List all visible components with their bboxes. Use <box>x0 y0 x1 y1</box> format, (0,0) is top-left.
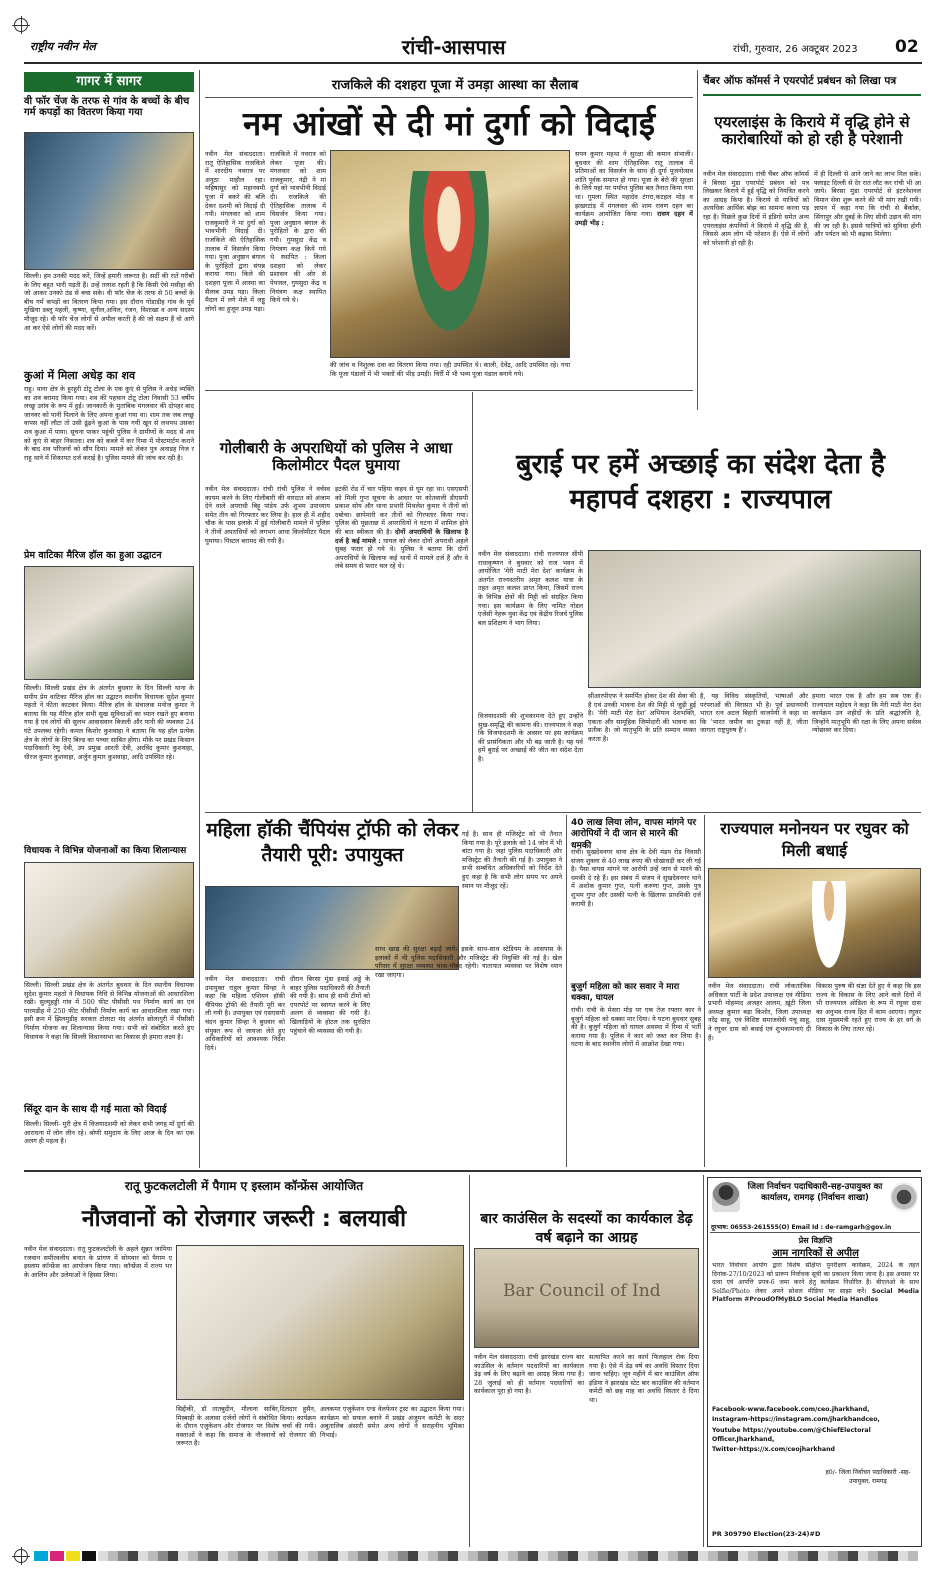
story-body: सिल्ली। सिल्ली- मुरी क्षेत्र में विजयादशमी को लेकर सभी जगह माँ दुर्गा की आराधना में लोग लीन रहे। श्रोणी समुदाय के लिए आज के दिन का एक अलग ही महत्व है। <box>24 1120 194 1146</box>
column-divider <box>472 392 473 812</box>
story-body: नवीन मेल संवाददाता। रांची लोकतांत्रिक अधिकार पार्टी के प्रदेश उपाध्यक्ष एवं मीडिया प्रभारी मोहम्मद अजहर आलम, ख़ूंटी जिला अध्यक्ष कुमार बड़ा किशोर, जिला उपाध्यक्ष नरेंद्र साहू, एवं विशिष्ट समाजसेवी पंचू साहू, ने रघुवर दास को बधाई एवं शुभकामनाएं दी हैं। <box>708 982 811 1042</box>
story-kicker: रातू फुटकलटोली में पैगाम ए इस्लाम कॉन्फ्रेंस आयोजित <box>124 1179 364 1193</box>
press-release-label: प्रेस विज्ञप्ति <box>798 1236 833 1245</box>
section-title: रांची-आसपास <box>402 35 506 59</box>
story-body: सीआरपीएफ ने समर्पित होकर देश की सेवा की है एवं उनकी भावना देश की मिट्टी से जुड़ी हुई है। 'मेरी माटी मेरा देश' अभियान देशभक्ति, एकता और सामूहिक जिम्मेदारी की भावना का प्रतीक है। जो मातृभूमि के प्रति सम्मान व्यक्त करता है। <box>588 692 696 743</box>
story-body: राजकिले में नवरात्र को लेकर पूजा की। मंगलवार को शाम राजकुमार, नंद्री ने मां दुर्गा को भावभीनी विदाई दी। राजकिले की ऐतिहासिक तालाब में विसर्जन किया गया। पूजा अनुष्ठान बंगाल के पुरोहितों के द्वारा की गयी। गुमसुदा केंद्र व नियंत्रण कक्ष किये गये थे स्थापित : किला दशहरा को लेकर प्रशासन की ओर से पेयजल, गुमसुदा केंद्र व नियंत्रण कक्ष स्थापित किये गये थे। <box>270 150 326 305</box>
color-bar-black <box>82 1551 96 1561</box>
lead-headline: नम आंखों से दी मां दुर्गा को विदाई <box>242 104 656 143</box>
notice-signature: ह0/- जिला निर्वाचन पदाधिकारी -सह- उपायुक्त, रामगढ़ <box>825 1469 911 1485</box>
idol-figure <box>409 171 489 331</box>
raghuvar-das-photo <box>708 868 921 978</box>
photo-caption: की जांच व निशुल्क दवा का वितरण किया गया। रही उपस्थित थे। काली, देवेंद्र, आदि उपस्थित रहे। गया कि पूजा पंडालों में भी भक्तों की भीड़ उमड़ी। चिर्री में भी भव्य पूजा पंडाल बनाये गये। <box>330 361 570 378</box>
story-body: अलकमर एजुकेशन एन्ड वेलफेयर ट्रस्ट का उद्घाटन किया गया। कार्यक्रम को सफल बनाने में प्रखंड अंजुमन कमेटी के सदर अबुतालिब अंसारी समेत अन्य लोगों ने सराहनीय भूमिका निभाई। <box>320 1405 464 1439</box>
notice-hashtag: #ProudOfMyBLO <box>744 1296 802 1304</box>
notice-office: जिला निर्वाचन पदाधिकारी-सह-उपायुक्त का कार्यालय, रामगढ़ (निर्वाचन शाखा) <box>747 1182 883 1204</box>
masthead <box>0 0 945 66</box>
masthead-rule <box>24 62 922 64</box>
notice-platform: Social Media Platform <box>712 1287 919 1304</box>
story-body: रांची। रांची के मेसरा मोड़ पर एक तेज रफ्तार कार ने बुजुर्ग महिला को धक्का मार दिया। ये घटना बुधवार सुबह की है। बुजुर्ग महिला को घायल अवस्था में रिम्स में भर्ती कराया गया है। पुलिस ने कार को जब्त कर लिया है। घटना के बाद स्थानीय लोगों में आक्रोश देखा गया। <box>571 1006 701 1049</box>
story-body: नवीन मेल संवाददाता। रांची चैंबर ऑफ कॉमर्स ने बिरसा मुंडा एयरपोर्ट प्रबंधन को पत्र लिखकर किराये में हुई वृद्धि को नियंत्रित करने का आग्रह किया है। किराये से यात्रियों को अत्यधिक आर्थिक बोझ का सामना करना पड़ रहा है। पिछले कुछ दिनों में इंडिगो समेत अन्य एयरलाइंस कंपनियों ने किराये में वृद्धि की है, जिससे आम लोग भी परेशान हैं। ऐसे में लोगों को परेशानी हो रही है। <box>703 170 809 247</box>
story-body: सत्यापित करने का कार्य फिलहाल रोक दिया गया है। ऐसे में डेढ़ वर्ष का अवधि विस्तार दिया जाना चाहिए। जून महीने में बार काउंसिल ऑफ इंडिया ने झारखंड स्टेट बार काउंसिल की वर्तमान कमेटी को छह माह का अवधि विस्तार दे दिया था। <box>589 1353 699 1404</box>
story-headline: बार काउंसिल के सदस्यों का कार्यकाल डेढ़ वर्ष बढ़ाने का आग्रह <box>480 1211 693 1246</box>
color-bar-yellow <box>66 1551 80 1561</box>
section-rule <box>205 812 921 813</box>
page-number: 02 <box>895 37 919 57</box>
emblem-icon <box>712 1182 740 1212</box>
story-body: नवीन मेल संवाददाता। रातू फुटकलटोली के अहले सुन्नत जामिया रजवान समीरवलीय बनात के प्रांगण में सोमवार को पैगाम ए इस्लाम कॉन्फ्रेंस का आयोजन किया गया। कॉन्फ्रेंस में राज्य भर के आलिम और उलेमाओं ने हिस्सा लिया। <box>24 1245 172 1279</box>
registration-mark <box>14 1549 28 1563</box>
story-headline: वी फॉर चेंज के तरफ से गांव के बच्चों के बीच गर्म कपड़ों का वितरण किया गया <box>24 96 190 118</box>
appeal-heading: आम नागरिकों से अपील <box>772 1248 859 1259</box>
twitter-link[interactable]: Twitter-https://x.com/ceojharkhand <box>712 1446 835 1453</box>
story-headline: राज्यपाल मनोनयन पर रघुवर को मिली बधाई <box>720 819 909 860</box>
governor-event-photo <box>588 550 921 688</box>
story-body <box>335 485 468 805</box>
children-clothes-photo <box>24 132 194 270</box>
story-body: सिद्दीकी, डॉ तातबुदीन, मौलाना साबिर,दिलदार हुसैन, मिस्बाही के अलावा दर्जनों लोगों ने संबोधित किया। कार्यक्रम के दौरान एजुकेशन और रोजगार पर विशेष चर्चा की गयी। वक्ताओं ने कहा कि समाज के नौजवानों को रोजगार की जरूरत है। <box>176 1405 316 1448</box>
story-body: राहु। थाना क्षेत्र के हुरहुरी टोटू टोला के एक कुएं से पुलिस ने अधेड़ व्यक्ति का शव बरामद किया गया। शव की पहचान टोटू टोला निवासी 53 वर्षीय लच्छू उरांव के रूप में हुई। जानकारी के मुताबिक मंगलवार की दोपहर बाद जानवर को पानी पिलाने के लिए अपना कुआं गया था। शाम तक जब लच्छू वापस नहीं लौटा तो उसी ढूंढ़ने कुआं के पास गयी खून से लथपथ उसका शव कुआं में पाया। सूचना पाकर पहुंची पुलिस ने ग्रामीणों के मदद से शव को कुएं से बाहर निकाला। शव को कब्जे में कर रिम्स में पोस्टमार्टम कराने के बाद शव परिजनों को सौंप दिया। मामले को लेकर पुत्र अनाडह निज र राहु थाने में शिकायत दर्ज कराई है। पुलिस मामले की जांच कर रही है। <box>24 385 194 462</box>
story-body: घायल को लेकर दोनों अपराधी अहले सुबह फरार हो गये थे। पुलिस ने बताया कि दोनों अपराधियों के खिलाफ कई थानों में मामले दर्ज हैं और वे लंबे समय से फरार चल रहे थे। <box>335 536 468 571</box>
story-body: सिल्ली। सिल्ली प्रखंड क्षेत्र के अंतर्गत बुधवार के दिन स्थानीय विधायक सुदेश कुमार महतो ने विधायक निधि से विभिन्न योजनाओं की आधारशिला रखी। सुल्मुहड्डी गांव में 500 फीट पीसीसी पथ निर्माण कार्य का एवं पारमडीह में 250 फीट पीसीसी निर्माण कार्य का आधारशिला रखा गया। इसी क्रम में झिलमुडीह सरकार टोलाटा मंद अंतर्गत छोलागुरी में पीसीसी निर्माण योजना का शिलान्यास किया गया। सभी को संबोधित करते हुए विधायक ने कहा कि सिल्ली विधानसभा का विकास ही हमारा लक्ष्य है। <box>24 981 194 1041</box>
color-bar-magenta <box>50 1551 64 1561</box>
story-body: साथ खाद्य की सुरक्षा बढ़ाई जाये। इसके साथ-साथ स्टेडियम के आसपास के इलाकों में भी पुलिस पदाधिकारी और मजिस्ट्रेट की नियुक्ति की गई है। खेल परिसर में सुरक्षा व्यवस्था चाक-चौबंद रहेगी। यातायात व्यवस्था पर विशेष ध्यान रखा जाएगा। <box>375 945 562 979</box>
election-notice <box>707 1177 922 1547</box>
notice-phone: दूरभाष: 06553-261555(O) Email Id : de-ramgarh@gov.in <box>711 1224 892 1231</box>
story-body: सपन कुमार महथा ने सुरक्षा की कमान संभाली। बुधवार की शाम ऐतिहासिक रातू तालाब में प्रतिमाओं का विसर्जन के साथ ही दुर्गा पूजनोत्सव शांति पूर्वक समाप्त हो गया। पूजा के बेरो की सुरक्षा के लिये यहां पर पर्याप्त पुलिस बल तैनात किया गया था। गुमला स्थित महादेव टंगरा,कटहल मोड़ व झखरटांड़ में मंगलवार की शाम रावण दहन का कार्यक्रम आयोजित किया गया। <box>575 150 693 219</box>
notice-body <box>712 1262 919 1402</box>
story-headline: कुआं में मिला अधेड़ का शव <box>24 369 136 382</box>
paper-logo: राष्ट्रीय नवीन मेल <box>30 40 96 53</box>
column-divider <box>566 815 567 1167</box>
emblem-icon <box>890 1182 918 1212</box>
portrait-figure <box>809 881 849 978</box>
conference-photo <box>176 1245 464 1400</box>
story-body: नवीन मेल संवाददाता। रांची झारखंड राज्य बार काउंसिल के वर्तमान पदधारियों का कार्यकाल डेढ़ वर्ष के लिए बढ़ाने का आग्रह किया गया है। 28 जुलाई को ही वर्तमान पदधारियों का कार्यकाल पूरा हो गया है। <box>474 1353 584 1396</box>
left-column-tag: गागर में सागर <box>24 72 194 92</box>
story-headline: बुराई पर हमें अच्छाई का संदेश देता है महापर्व दशहरा : राज्यपाल <box>516 449 885 515</box>
story-body: विजयादशमी की शुभकामना देते हुए उन्होंने सुख-समृद्धि की कामना की। राज्यपाल ने कहा कि विजयादशमी के अवसर पर इस कार्यक्रम की प्रासंगिकता और भी बढ़ जाती है। यह पर्व हमें बुराई पर अच्छाई की जीत का संदेश देता है। <box>478 712 583 763</box>
story-body <box>575 150 693 385</box>
youtube-link[interactable]: Youtube https://youtube.com/@ChiefElectoral Officer.Jharkhand, <box>712 1427 871 1443</box>
story-body: नवीन मेल संवाददाता। रांची राज्यपाल सीपी राधाकृष्णन ने बुधवार को राज भवन में आयोजित 'मेरी माटी मेरा देश' कार्यक्रम के अंतर्गत राज्यस्तरीय अमृत कलश यात्रा के तहत अमृत कलश प्राप्त किया, जिसमें राज्य के विभिन्न क्षेत्रों की मिट्टी को संग्रहित किया गया। इस कार्यक्रम के लिए नामित नोडल एजेंसी नेहरू युवा केंद्र एवं केंद्रीय रिजर्व पुलिस बल प्रशिक्षण ने भाग लिया। <box>478 550 583 627</box>
story-body: सिल्ली। सिल्ली प्रखंड क्षेत्र के अंतर्गत बुधवार के दिन सिल्ली थाना के समीप प्रेम वाटिका मैरिज हॉल का उद्घाटन स्थानीय विधायक सुदेश कुमार महतो ने फीता काटकर किया। मैरिज हॉल के संचालक मनोज कुमार ने बताया कि यह मैरिज हॉल सभी सुख सुविधाओं का ध्यान रखते हुए बनाया गया है एवं लोगों की सुलभ आवासवान बिजली और पानी की व्यवस्था 24 घंटे उपलब्ध रहेगी। कमल किशोर कुशवाहा ने बताया कि यह हॉल प्रत्येक क्षेत्र के लोगों के लिए बिल्ड का पच्चर साबित होगा। मौके पर प्रखंड किसान पदाधिकारी रेणु देवी, उप प्रमुख आरती देवी, अरविंद कुमार कुशवाहा, धीरज कुमार कुशवाहा, अर्जुन कुमार कुशवाहा, आदि उपस्थित रहे। <box>24 684 194 761</box>
marriage-hall-photo <box>24 566 194 680</box>
story-headline: नौजवानों को रोजगार जरूरी : बलयाबी <box>81 1206 407 1232</box>
story-headline: बुजुर्ग महिला को कार सवार ने मारा धक्का, घायल <box>571 982 680 1003</box>
bar-council-photo <box>474 1248 699 1348</box>
notice-handles: Social Media Handles <box>803 1296 879 1304</box>
story-body: इटकी रोड में चार पहिया वाहन से घूम रहा था। एसएसपी को मिली गुप्त सूचना के आधार पर कोतवाली डीएसपी प्रकाश सोय और थाना प्रभारी मिथलेश कुमार ने तीनों को दबोचा। छापेमारी कर तीनों को गिरफ्तार किया गया। पुलिस की पूछताछ में अपराधियों ने घटना में शामिल होने की बात स्वीकार की है। <box>335 485 468 536</box>
story-headline: एयरलाइंस के किराये में वृद्धि होने से कारोबारियों को हो रही है परेशानी <box>714 113 910 149</box>
story-body: नवीन मेल संवाददाता। रांची उपायुक्त राहुल कुमार सिन्हा ने कहा कि महिला एशियन हॉकी चैंपियंस ट्रॉफी की तैयारी पूरी कर ली गयी है। उपायुक्त एवं एसएसपी चंदन कुमार सिन्हा ने बुधवार को संयुक्त रूप से जायजा लेते हुए अधिकारियों को आवश्यक निर्देश दिये। <box>205 975 285 1052</box>
section-rule <box>24 1170 921 1172</box>
dateline: रांची, गुरुवार, 26 अक्टूबर 2023 <box>733 44 858 55</box>
story-body: है, यह विविध संस्कृतियों, भाषाओं और परंपराओं की विरासत भी है। पूर्व प्रधानमंत्री भारत रत्न अटल बिहारी वाजपेयी ने कहा था कि 'भारत जमीन का टुकड़ा नहीं है, जीता जागता राष्ट्रपुरुष है'। <box>700 692 808 735</box>
story-headline: गोलीबारी के अपराधियों को पुलिस ने आधा किलोमीटर पैदल घुमाया <box>219 439 453 475</box>
subhead: रावण दहन में उमड़ी भीड़ : <box>575 210 693 227</box>
story-body: नवीन मेल संवाददाता। रातू ऐतिहासिक राजकिले में शारदीय नवरात्र पर अनूठा माहौल रहा।महिषासुर को महानवमी पूजा में बकरे की बलि देकर दशमी को विदाई दी गयी। मंगलवार को शाम राजकुमारी ने मां दुर्गा को भावभीनी विदाई दी। राजकिले की ऐतिहासिक तालाब में विसर्जन किया गया। पूजा अनुष्ठान बंगाल के पुरोहितों द्वारा संपन्न कराया गया। किले की दशहरा पूजा में आस्था का सैलाब उमड़ पड़ा। किला मैदान में लगे मेले में लड्डू लोगों का हुजूम उमड़ पड़ा। <box>205 150 265 313</box>
column-divider <box>703 1175 704 1547</box>
subhead: दोनों अपराधियों के खिलाफ है दर्ज है कई मामले : <box>335 527 468 545</box>
story-kicker: चैंबर ऑफ कॉमर्स ने एयरपोर्ट प्रबंधन को लिखा पत्र <box>703 75 897 87</box>
color-bar-cyan <box>34 1551 48 1561</box>
story-body: रांची। सुखदेवनगर थाना क्षेत्र के देवी मंडप रोड निवासी संजय शुक्ला से 40 लाख रुपए की धोखाधड़ी कर ली गई है। पैसा वापस मांगने पर आरोपी उन्हें जान से मारने की धमकी दे रहे हैं। इस संबंध में संजय ने सुखदेवनगर थाने में अशोक कुमार गुप्त, पत्नी करुणा गुप्त, उसके पुत्र शुभम गुप्त और उसकी पत्नी के खिलाफ प्राथमिकी दर्ज करायी है। <box>571 848 701 908</box>
notice-pr-code: PR 309790 Election(23-24)#D <box>712 1530 821 1538</box>
bar-council-sign: Bar Council of Ind <box>503 1281 661 1301</box>
story-body: सिल्ली। हम उनकी मदद करें, जिन्हें हमारी जरूरत है। सर्दी की रातें गरीबों के लिए बहुत भारी पड़ती हैं। उन्हें तलाश रहती है कि किसी ऐसे मसीहा की जो आकर उनको ठंड से बचा सके। वी फॉर चेंज के तरफ से 50 बच्चों के बीच गर्म कपड़ों का वितरण किया गया। इस दौरान गोडाडीह गांव के पूर्व मुखिया डब्लू महली, कृष्णा, सुनील,अनिल, रंजन, विशाखा व अन्य सदस्य मौजूद रहे। वी फॉर चेंज लोगों से अपील करती है की जो सक्षम हैं वो आगे आ कर ऐसे लोगों की मदद करें। <box>24 272 194 332</box>
story-headline: प्रेम वाटिका मैरिज हॉल का हुआ उद्घाटन <box>24 550 162 561</box>
registration-mark <box>14 18 28 32</box>
story-body: दौरान बिरसा मुंडा हवाई अड्डे के बाहर पुलिस पदाधिकारी की तैनाती की गयी है। साथ ही सभी टीमों को एयरपोर्ट पर स्वागत करने के लिए अलग से व्यवस्था की गयी है। खिलाड़ियों के होटल तक सुरक्षित पहुंचाने की व्यवस्था की गयी है। <box>290 975 370 1035</box>
column-divider <box>697 70 698 410</box>
durga-idol-photo <box>330 150 570 358</box>
section-rule <box>205 390 693 391</box>
column-divider <box>704 815 705 1167</box>
story-body: में ही दिल्ली से आने जाने का लाभ मिल सके। फ्लाइट दिल्ली से देर रात लौट कर रांची भी आ जाये। बिरसा मुंडा एयरपोर्ट से इंटरनेशनल विमान सेवा शुरू करने की भी मांग रखी गयी। ज्ञापन में कहा गया कि रांची से बैंकॉक, सिंगापुर और दुबई के लिए सीधी उड़ान की मांग की जा रही है। इससे यात्रियों को सुविधा होगी और पर्यटन को भी बढ़ावा मिलेगा। <box>814 170 921 239</box>
story-body: गई है। साथ ही मजिस्ट्रेट को भी तैनात किया गया है। पूरे इलाके को 14 जोन में भी बांटा गया है। जहां पुलिस पदाधिकारी और मजिस्ट्रेट की तैनाती की गई है। उपायुक्त ने सभी सम्बंधित अधिकारियों को निर्देश देते हुए कहा है कि सभी लोग समय पर अपने स्थान पर मौजूद रहें। <box>462 830 562 890</box>
story-headline: विधायक ने विभिन्न योजनाओं का किया शिलान्यास <box>24 846 187 856</box>
story-rule <box>205 97 693 98</box>
story-headline: महिला हॉकी चैंपियंस ट्रॉफी को लेकर तैयारी पूरी: उपायुक्त <box>206 819 459 866</box>
column-divider <box>199 70 200 1168</box>
facebook-link[interactable]: Facebook-www.facebook.com/ceo.jharkhand, <box>712 1406 870 1413</box>
notice-rule <box>710 1232 920 1233</box>
story-headline: सिंदूर दान के साथ दी गई माता को विदाई <box>24 1104 167 1115</box>
color-bar-grey <box>98 1551 918 1561</box>
instagram-link[interactable]: Instagram-https://instagram.com/jharkhandceo, <box>712 1416 880 1423</box>
story-rule <box>703 94 921 96</box>
notice-body: भारत निर्वाचन आयोग द्वारा विशेष संक्षिप्त पुनरीक्षण कार्यक्रम, 2024 के तहत दिनांक-27/10/2023 को प्रारूप निर्वाचक सूची का प्रकाशन किया जाना है। इस अवसर पर दावा एवं आपत्ति प्रपत्र-6 जमा करने हेतु कार्यक्रम निर्धारित है। बीएलओ के साथ Selfie/Photo लेकर अपने सोशल मीडिया पर साझा करें। <box>712 1262 919 1295</box>
story-body: विकास पुरुष की संज्ञा देते हुए ये कहा कि इस राज्य के विकास के लिए आने वाले दिनों में भी राज्यपाल ओडिशा के रूप में रघुवर दास का अनुभव राज्य हित में काम आएगा। रघुवर दास मुख्यमंत्री रहते हुए राज्य के हर वर्ग के विकास के लिए तत्पर रहे। <box>816 982 921 1033</box>
story-kicker: राजकिले की दशहरा पूजा में उमड़ा आस्था का सैलाब <box>331 78 579 93</box>
story-body: हमारा भारत एक है और हम सब एक हैं। राज्यपाल महोदय ने कहा कि मेरी माटी मेरा देश कार्यक्रम उन शहीदों के प्रति श्रद्धांजलि है, जिन्होंने मातृभूमि की रक्षा के लिए अपना सर्वस्व न्योछावर कर दिया। <box>812 692 921 735</box>
foundation-stone-photo <box>24 862 194 978</box>
story-body: नवीन मेल संवाददाता। रांची रांची पुलिस ने वर्चस्व कायम करने के लिए गोलीबारी की वारदात को अंजाम देने वाले अपराधी बिट्टू पांडेय उर्फ शुभम उपाध्याय समेत तीन को गिरफ्तार कर लिया है। हाल ही में शहीद चौक के पास इलाके में हुई गोलीबारी मामले में पुलिस ने तीनों अपराधियों को लगभग आधा किलोमीटर पैदल घुमाया। पिस्टल बरामद की गयी है। <box>205 485 330 545</box>
story-headline: 40 लाख लिया लोन, वापस मांगने पर आरोपियों ने दी जान से मारने की धमकी <box>571 818 697 851</box>
column-divider <box>469 1175 470 1547</box>
